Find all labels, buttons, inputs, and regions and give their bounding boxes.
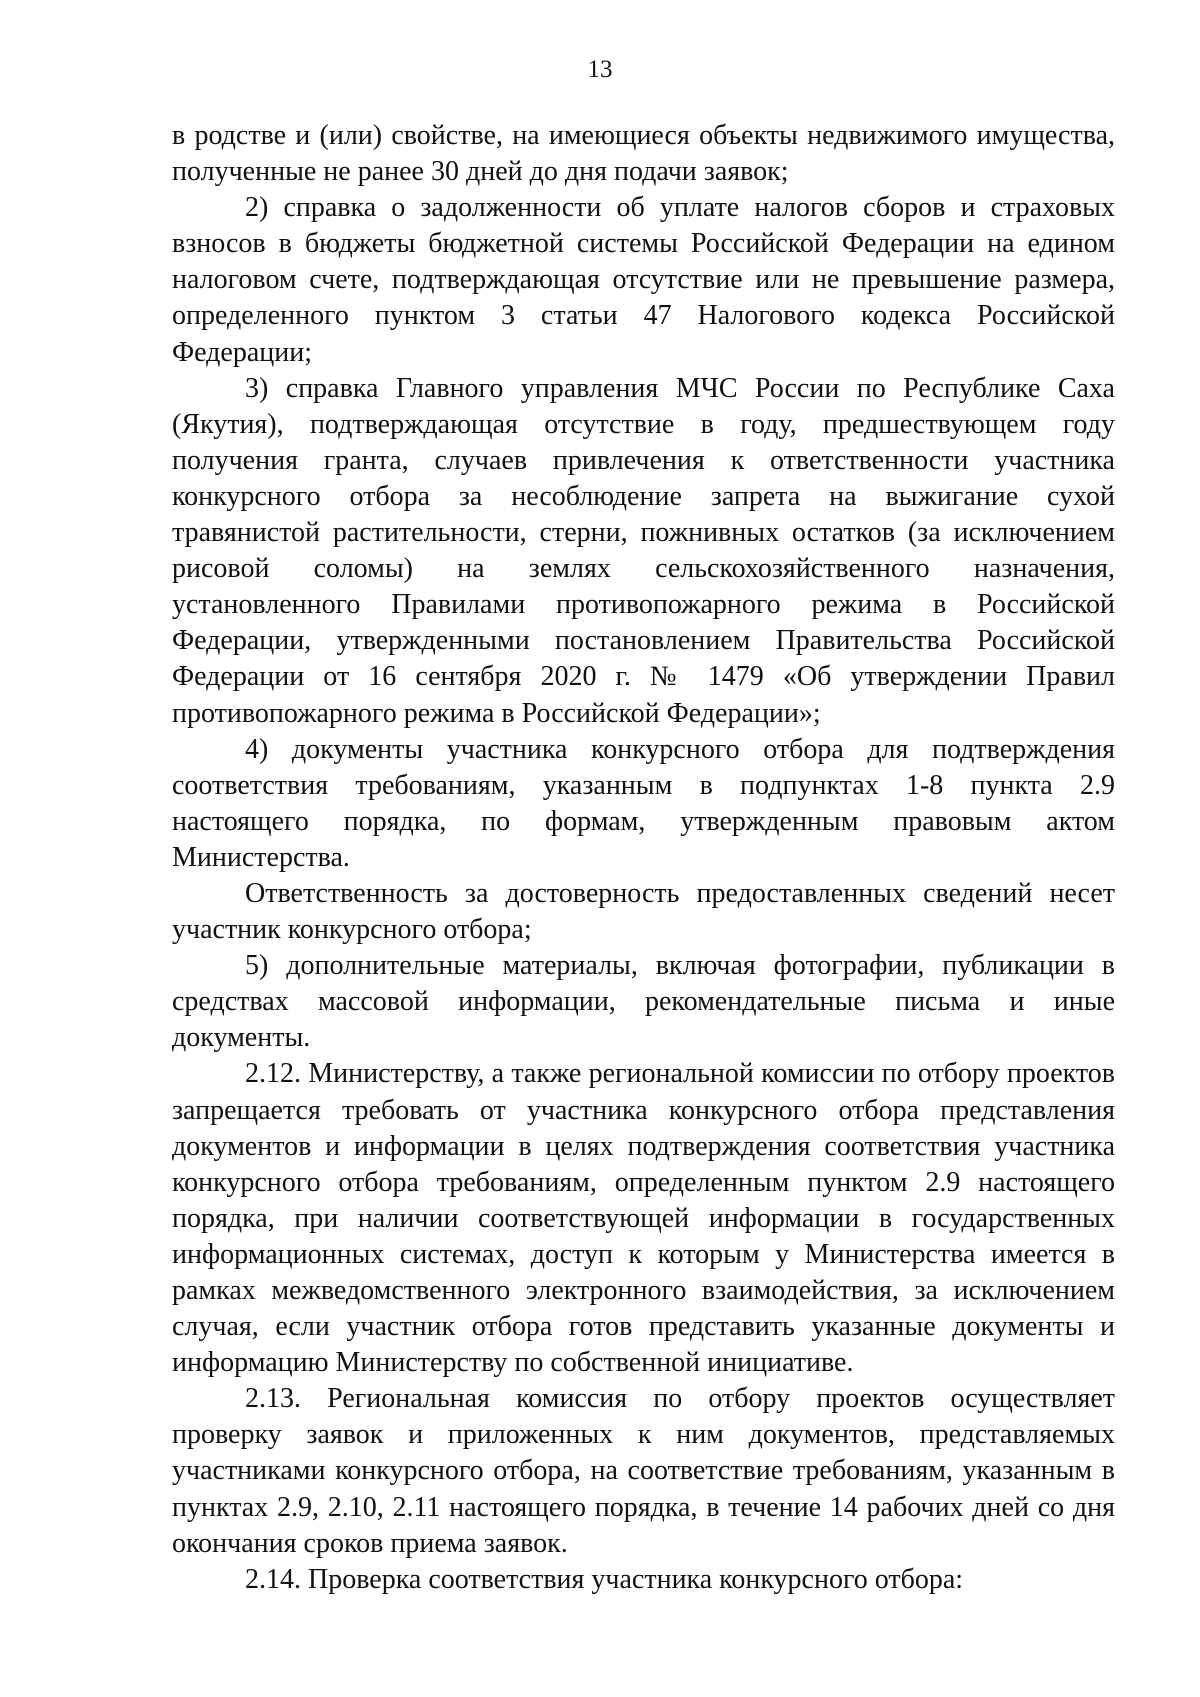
- paragraph-item-3: 3) справка Главного управления МЧС России по Республике Саха (Якутия), подтверждающая отсутствие в году, предшествующем году получения гранта, случаев привлечения к ответственности участника конкурсного отбора за несоблюдение запрета на выжигание сухой травянистой растительности, стерни, пожнивных остатков (за исключением рисовой соломы) на землях сельскохозяйственного назначения, установленного Правилами противопожарного режима в Российской Федерации, утвержденными постановлением Правительства Российской Федерации от 16 сентября 2020 г. № 1479 «Об утверждении Правил противопожарного режима в Российской Федерации»;: [172, 372, 1115, 729]
- paragraph-continuation: в родстве и (или) свойстве, на имеющиеся объекты недвижимого имущества, полученные не ранее 30 дней до дня подачи заявок;: [172, 120, 1115, 188]
- paragraph-item-2: 2) справка о задолженности об уплате налогов сборов и страховых взносов в бюджеты бюджетной системы Российской Федерации на едином налоговом счете, подтверждающая отсутствие или не превышение размера, определенного пунктом 3 статьи 47 Налогового кодекса Российской Федерации;: [172, 192, 1115, 368]
- paragraph-item-5: 5) дополнительные материалы, включая фотографии, публикации в средствах массовой информации, рекомендательные письма и иные документы.: [172, 950, 1115, 1054]
- document-body: [172, 118, 1115, 1598]
- paragraph-item-4: 4) документы участника конкурсного отбора для подтверждения соответствия требованиям, указанным в подпунктах 1-8 пункта 2.9 настоящего порядка, по формам, утвержденным правовым актом Министерства.: [172, 733, 1115, 873]
- paragraph-responsibility: Ответственность за достоверность предоставленных сведений несет участник конкурсного отбора;: [172, 877, 1115, 946]
- page-number: 13: [587, 56, 613, 83]
- paragraph-section-2-14: 2.14. Проверка соответствия участника конкурсного отбора:: [245, 1563, 964, 1595]
- paragraph-section-2-12: 2.12. Министерству, а также региональной комиссии по отбору проектов запрещается требовать от участника конкурсного отбора представления документов и информации в целях подтверждения соответствия участника конкурсного отбора требованиям, определенным пунктом 2.9 настоящего порядка, при наличии соответствующей информации в государственных информационных системах, доступ к которым у Министерства имеется в рамках межведомственного электронного взаимодействия, за исключением случая, если участник отбора готов представить указанные документы и информацию Министерству по собственной инициативе.: [172, 1058, 1115, 1379]
- paragraph-section-2-13: 2.13. Региональная комиссия по отбору проектов осуществляет проверку заявок и приложенных к ним документов, представляемых участниками конкурсного отбора, на соответствие требованиям, указанным в пунктах 2.9, 2.10, 2.11 настоящего порядка, в течение 14 рабочих дней со дня окончания сроков приема заявок.: [172, 1383, 1115, 1559]
